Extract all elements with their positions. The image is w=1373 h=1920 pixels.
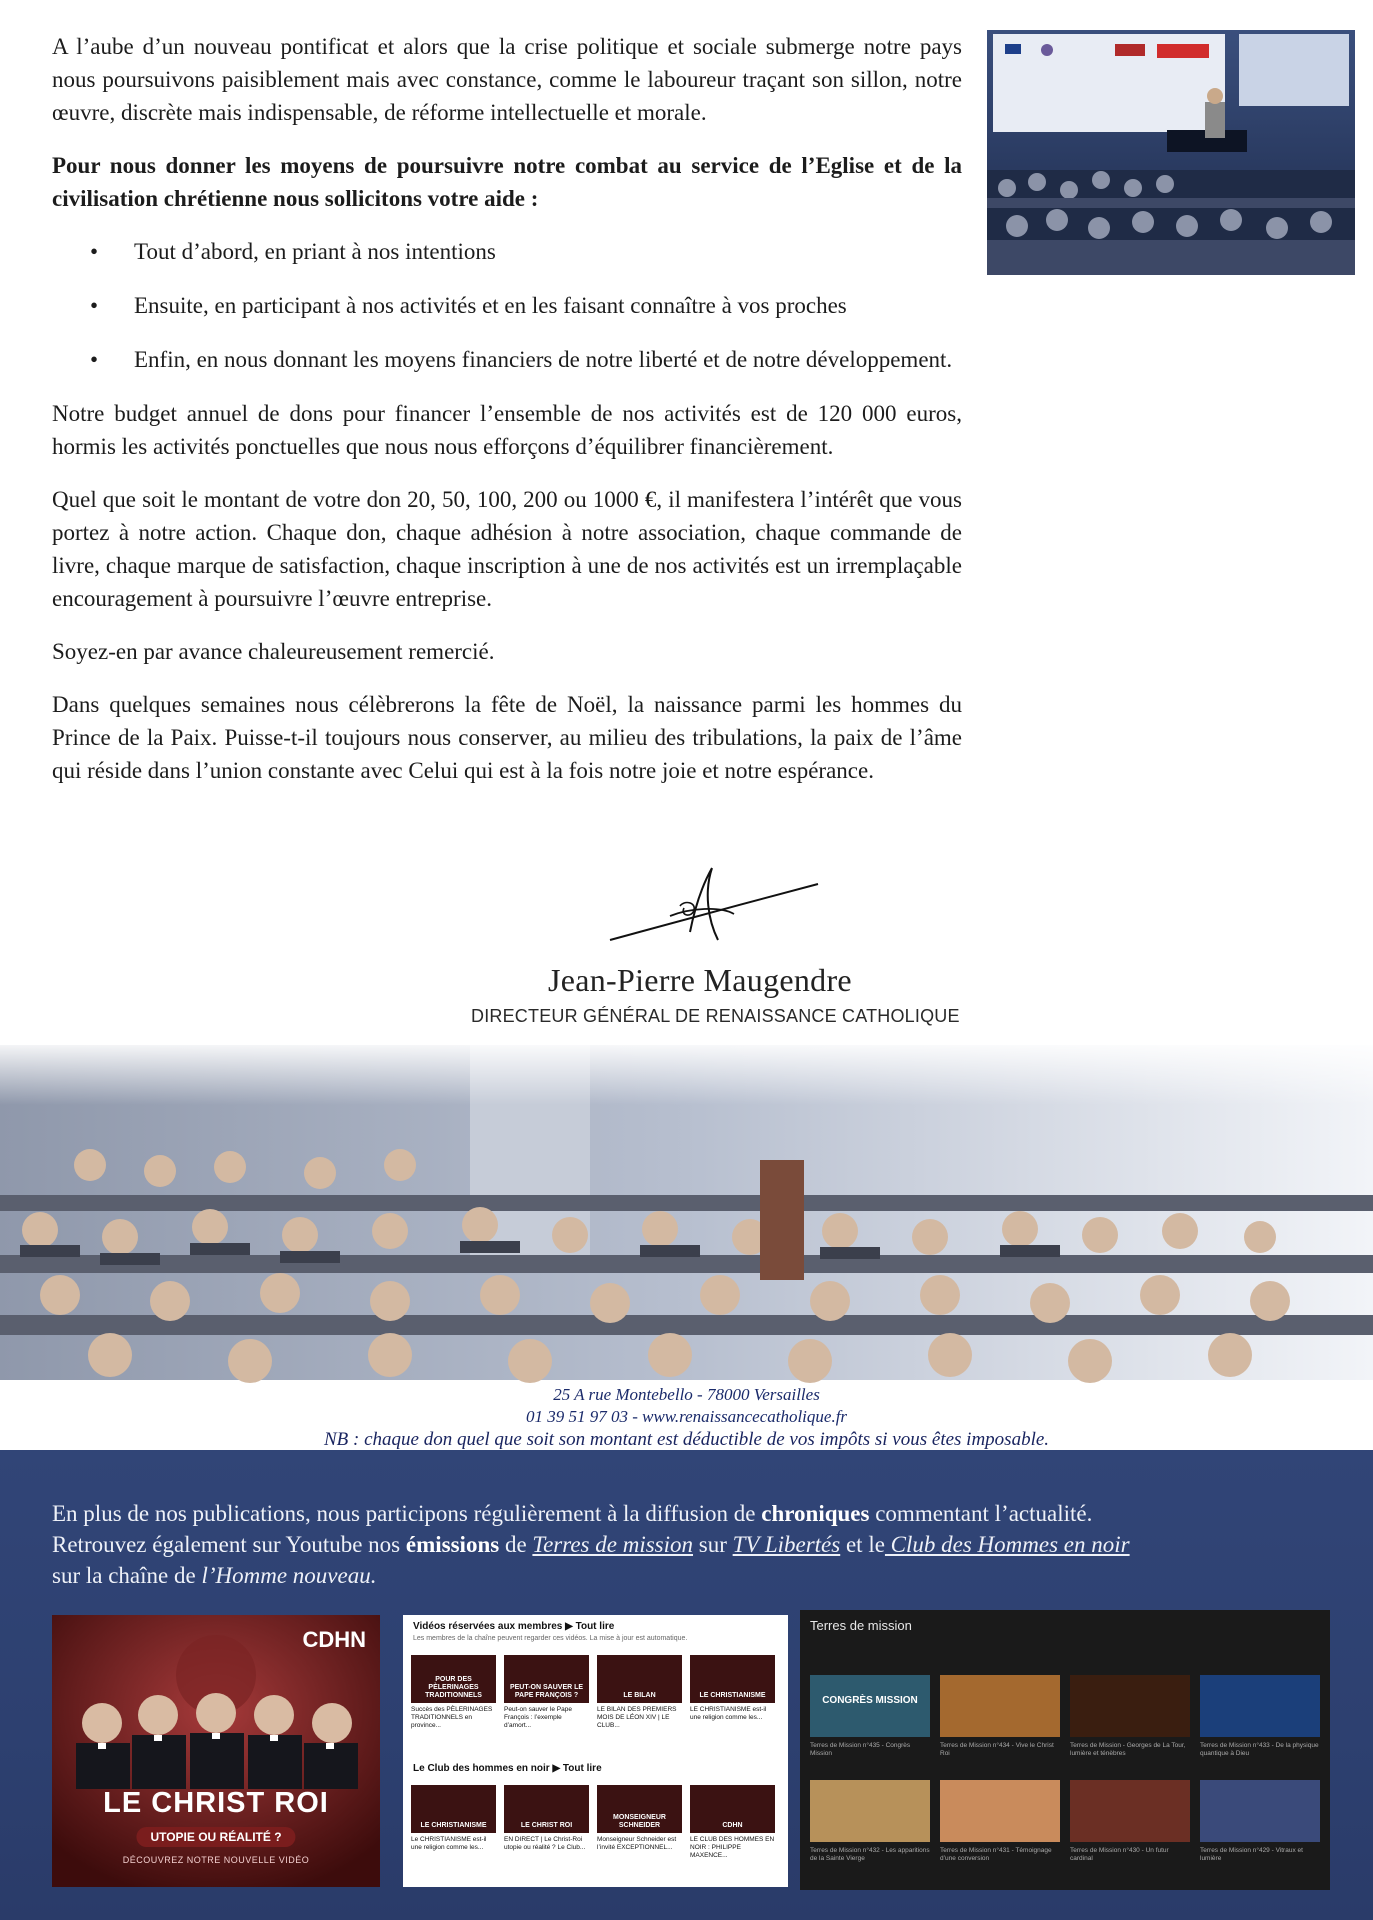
help-list	[52, 235, 962, 376]
bullet-icon: •	[90, 293, 99, 318]
bullet-icon: •	[90, 239, 99, 264]
video-card[interactable]: POUR DES PÈLERINAGES TRADITIONNELS Succès des PÈLERINAGES TRADITIONNELS en province...	[411, 1655, 496, 1723]
episode-label: Terres de Mission n°430 - Un futur cardinal	[1070, 1847, 1169, 1862]
terres-de-mission-heading[interactable]: Terres de mission	[810, 1618, 912, 1633]
donation-paragraph: Quel que soit le montant de votre don 20, 50, 100, 200 ou 1000 €, il manifestera l’intérêt que vous portez à notre action. Chaque don, chaque adhésion à notre association, chaque commande de livre, chaque marque de satisfaction, chaque inscription à une de nos activités est un irremplaçable encouragement à poursuivre l’œuvre entreprise.	[52, 487, 962, 611]
list-item: • Ensuite, en participant à nos activités et en les faisant connaître à vos proches	[52, 289, 962, 322]
bullet-icon: •	[90, 347, 99, 372]
members-videos-note: Les membres de la chaîne peuvent regarder ces vidéos. La mise à jour est automatique.	[413, 1635, 688, 1642]
appeal-paragraph: Pour nous donner les moyens de poursuivre notre combat au service de l’Eglise et de la civilisation chrétienne nous sollicitons votre aide :	[52, 153, 962, 211]
cdhn-logo: CDHN	[302, 1627, 366, 1652]
conference-photo-image	[987, 30, 1355, 275]
conference-photo	[987, 30, 1355, 275]
club-videos-heading[interactable]: Le Club des hommes en noir ▶ Tout lire	[413, 1763, 602, 1774]
episode-label: Terres de Mission n°434 - Vive le Christ Roi	[940, 1742, 1054, 1757]
episode-thumbnail[interactable]	[940, 1780, 1060, 1842]
video-card[interactable]: LE CHRISTIANISME Le CHRISTIANISME est-il une religion comme les...	[411, 1785, 496, 1853]
link-tv-libertes[interactable]: TV Libertés	[732, 1532, 841, 1557]
link-terres-de-mission[interactable]: Terres de mission	[532, 1532, 694, 1557]
audience-photo-image	[0, 1045, 1373, 1380]
audience-photo	[0, 1045, 1373, 1380]
video-card[interactable]: LE BILAN LE BILAN DES PREMIERS MOIS DE LÉON XIV | LE CLUB...	[597, 1655, 682, 1723]
episode-thumbnail[interactable]: CONGRÈS MISSION	[810, 1675, 930, 1737]
episode-thumbnail[interactable]	[1070, 1780, 1190, 1842]
episode-label: Terres de Mission n°429 - Vitraux et lumière	[1200, 1847, 1303, 1862]
members-videos-heading[interactable]: Vidéos réservées aux membres ▶ Tout lire	[413, 1621, 615, 1632]
video-card[interactable]: PEUT-ON SAUVER LE PAPE FRANÇOIS ? Peut-on sauver le Pape François : l’exemple d’amort...	[504, 1655, 589, 1723]
christmas-paragraph: Dans quelques semaines nous célèbrerons la fête de Noël, la naissance parmi les hommes du Prince de la Paix. Puisse-t-il toujours nous conserver, au milieu des tribulations, la paix de l’âme qui réside dans l’union constante avec Celui qui est à la fois notre joie et notre espérance.	[52, 692, 962, 783]
video-card[interactable]: LE CHRISTIANISME LE CHRISTIANISME est-il une religion comme les...	[690, 1655, 775, 1723]
episode-label: Terres de Mission - Georges de La Tour, lumière et ténèbres	[1070, 1742, 1186, 1757]
video-card[interactable]: LE CHRIST ROI EN DIRECT | Le Christ-Roi utopie ou réalité ? Le Club...	[504, 1785, 589, 1853]
episode-thumbnail[interactable]	[1200, 1675, 1320, 1737]
episode-thumbnail[interactable]	[810, 1780, 930, 1842]
letter-body	[52, 30, 962, 807]
media-paragraph: En plus de nos publications, nous participons régulièrement à la diffusion de chroniques commentant l’actualité. Retrouvez également sur Youtube nos émissions de Terres de mission sur TV Libertés et le Club des Hommes en noir sur la chaîne de l’Homme nouveau.	[52, 1501, 1130, 1588]
poster-cta[interactable]: DÉCOUVREZ NOTRE NOUVELLE VIDÉO	[122, 1855, 310, 1865]
homme-nouveau-label: l’Homme nouveau.	[201, 1563, 377, 1588]
intro-paragraph: A l’aube d’un nouveau pontificat et alors que la crise politique et sociale submerge notre pays nous poursuivons paisiblement mais avec constance, comme le laboureur traçant son sillon, notre œuvre, discrète mais indispensable, de réforme intellectuelle et morale.	[52, 34, 962, 125]
episode-thumbnail[interactable]	[1200, 1780, 1320, 1842]
budget-paragraph: Notre budget annuel de dons pour financer l’ensemble de nos activités est de 120 000 euros, hormis les activités ponctuelles que nous nous efforçons d’équilibrer financièrement.	[52, 401, 962, 459]
video-card[interactable]: CDHN LE CLUB DES HOMMES EN NOIR : PHILIPPE MAXENCE...	[690, 1785, 775, 1853]
poster-title: LE CHRIST ROI	[103, 1787, 329, 1819]
list-item: • Enfin, en nous donnant les moyens financiers de notre liberté et de notre développement.	[52, 343, 962, 376]
youtube-members-screenshot	[403, 1615, 788, 1887]
christ-roi-poster[interactable]	[52, 1615, 380, 1887]
episode-label: Terres de Mission n°435 - Congrès Mission	[810, 1742, 911, 1757]
tax-note: NB : chaque don quel que soit son montant est déductible de vos impôts si vous êtes imposable.	[323, 1429, 1050, 1450]
thanks-paragraph: Soyez-en par avance chaleureusement remercié.	[52, 639, 495, 664]
signer-title: DIRECTEUR GÉNÉRAL DE RENAISSANCE CATHOLIQUE	[471, 1006, 960, 1026]
postal-address: 25 A rue Montebello - 78000 Versailles	[553, 1385, 820, 1404]
link-club-hommes-en-noir[interactable]: Club des Hommes en noir	[884, 1532, 1130, 1557]
poster-subtitle: UTOPIE OU RÉALITÉ ?	[136, 1827, 295, 1847]
episode-label: Terres de Mission n°431 - Témoignage d’une conversion	[940, 1847, 1052, 1862]
contact-block	[0, 1384, 1373, 1452]
signer-name: Jean-Pierre Maugendre	[548, 962, 852, 998]
terres-de-mission-screenshot	[800, 1610, 1330, 1890]
episode-thumbnail[interactable]	[1070, 1675, 1190, 1737]
episode-label: Terres de Mission n°433 - De la physique quantique à Dieu	[1200, 1742, 1319, 1757]
episode-label: Terres de Mission n°432 - Les apparitions de la Sainte Vierge	[810, 1847, 930, 1862]
handwritten-signature	[600, 862, 830, 946]
episode-thumbnail[interactable]	[940, 1675, 1060, 1737]
video-card[interactable]: MONSEIGNEUR SCHNEIDER Monseigneur Schneider est l’invité EXCEPTIONNEL...	[597, 1785, 682, 1853]
phone-website: 01 39 51 97 03 - www.renaissancecatholique.fr	[525, 1407, 848, 1426]
list-item: • Tout d’abord, en priant à nos intentions	[52, 235, 962, 268]
